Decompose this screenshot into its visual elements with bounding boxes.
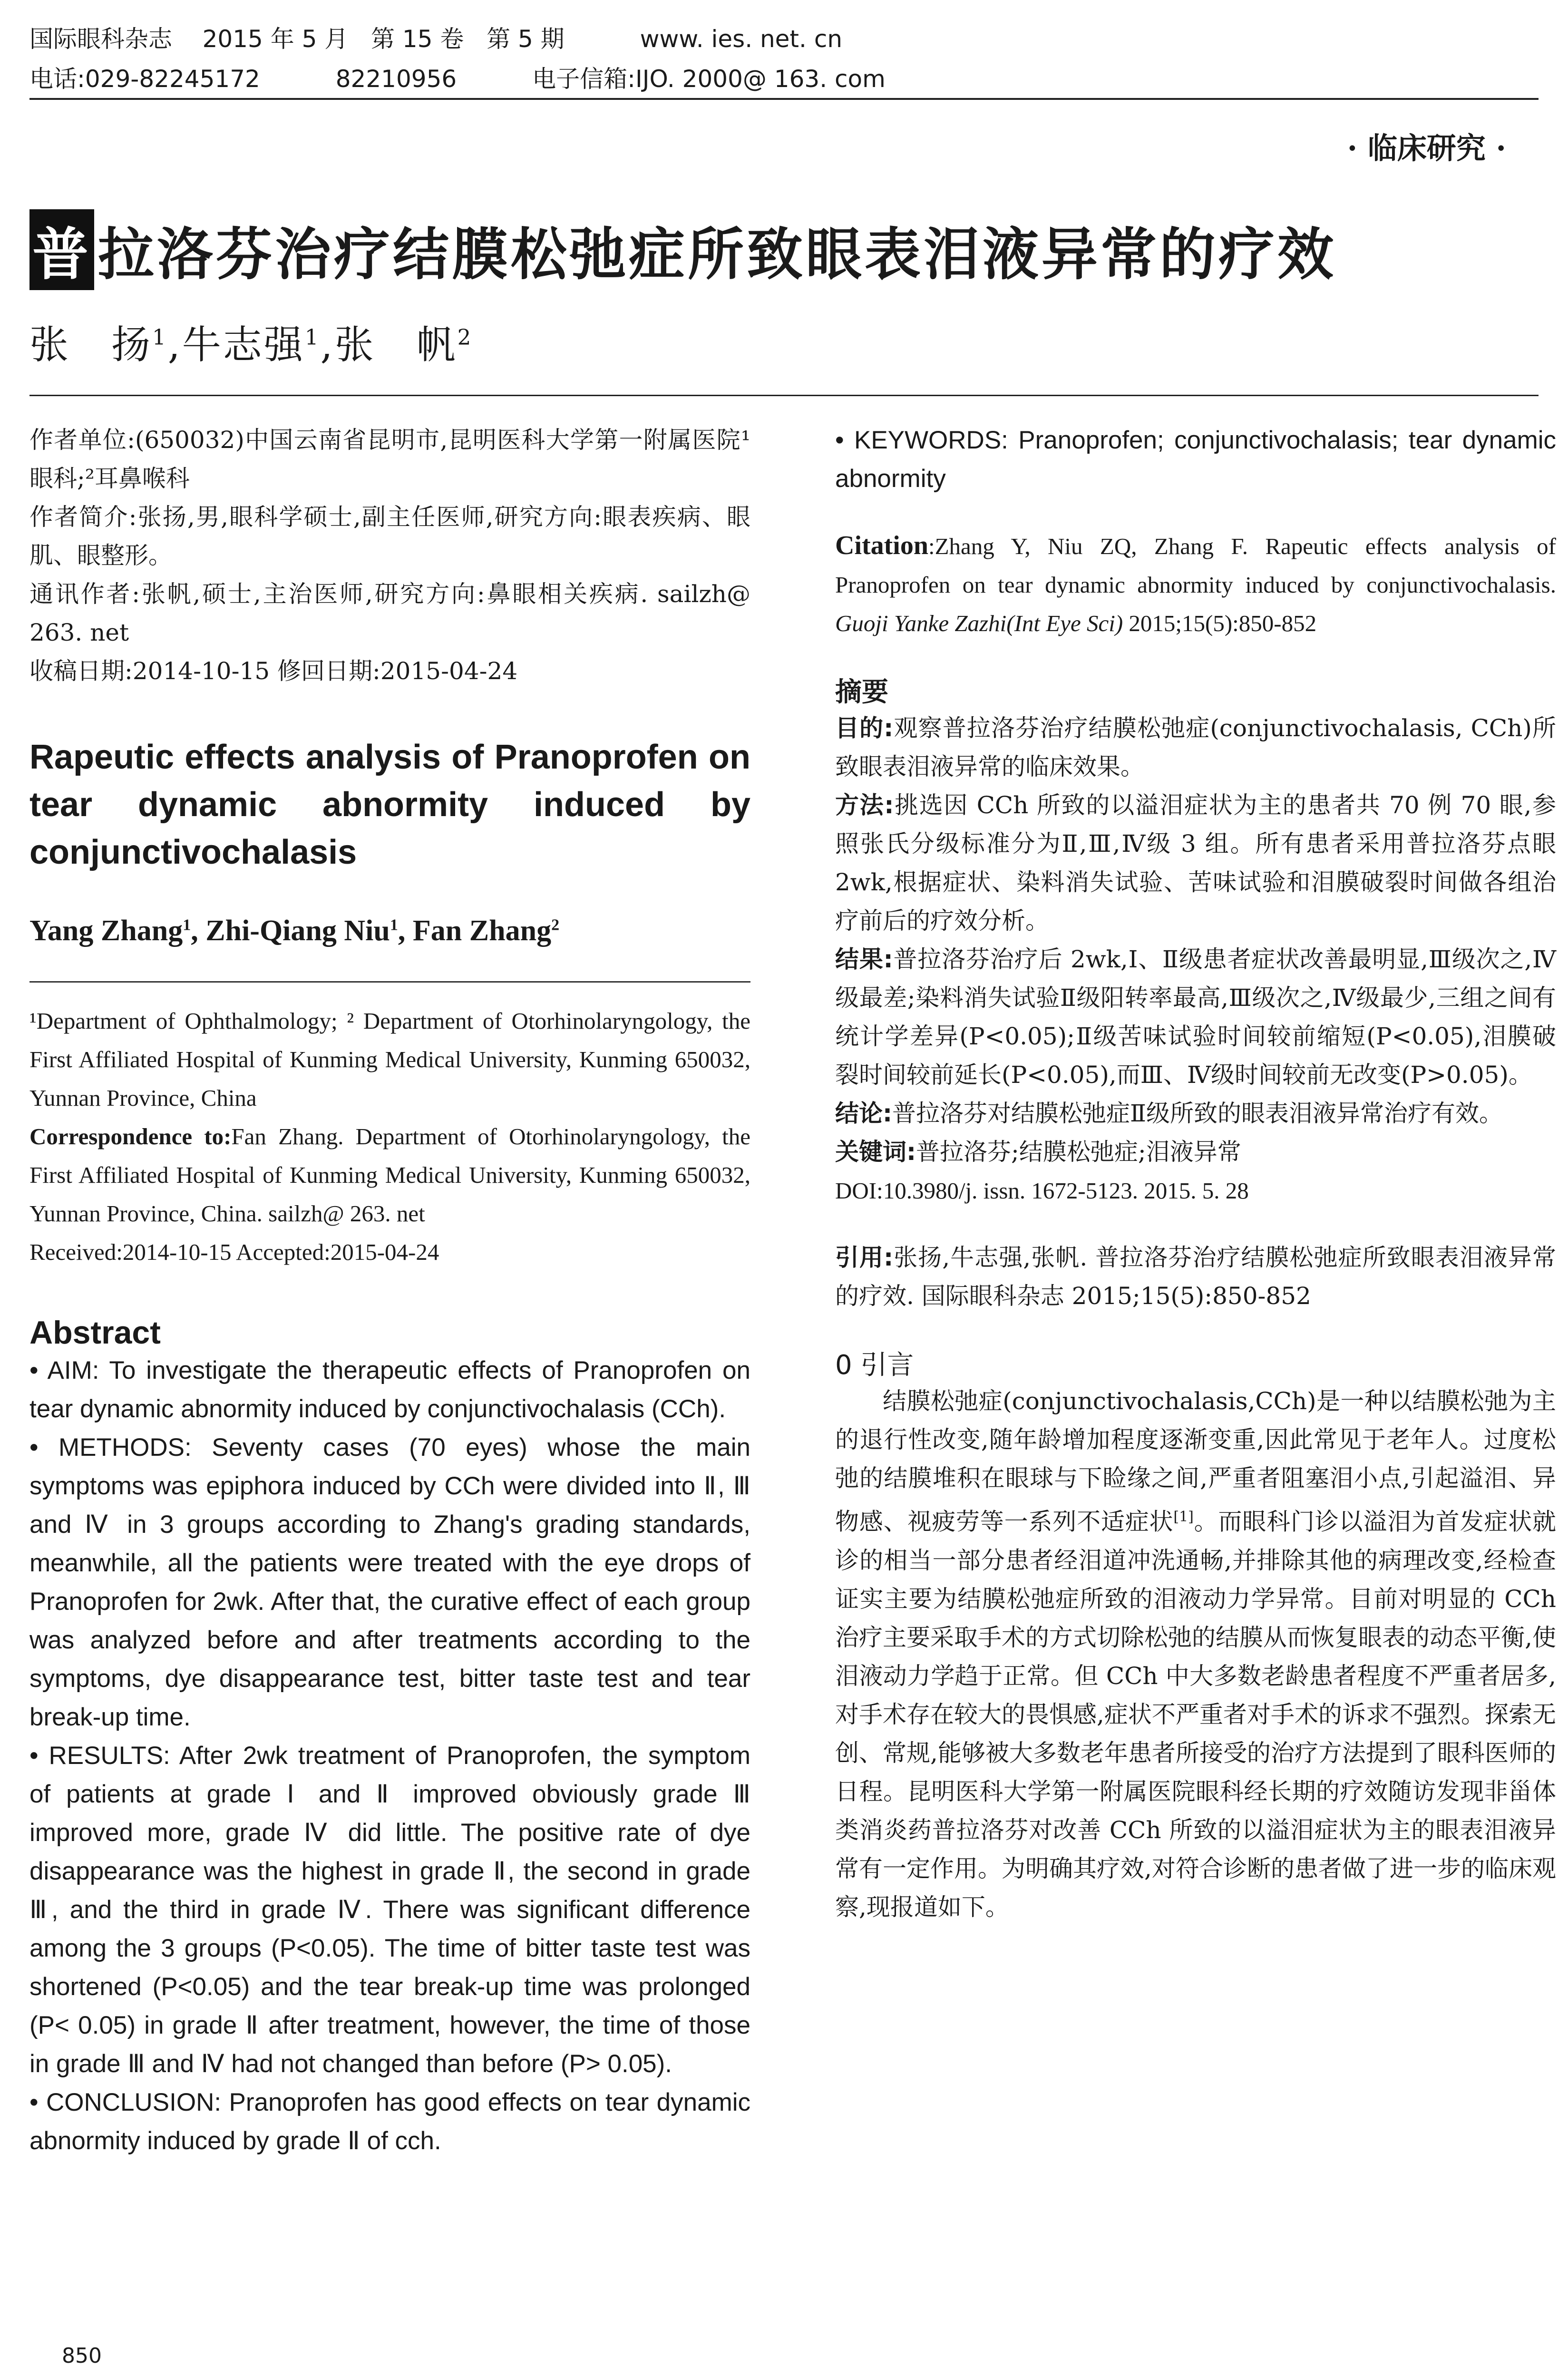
summary-conclusion-cn [835, 1094, 1556, 1133]
citation-cn [835, 1238, 1556, 1315]
title-rule [29, 395, 1539, 396]
author-en-2-sup: 1 [390, 916, 398, 934]
summary-aim-label: 目的: [835, 714, 894, 742]
summary-conclusion-label: 结论: [835, 1100, 892, 1127]
english-title: Rapeutic effects analysis of Pranoprofen on tear dynamic abnormity induced by conjunctivochalasis [29, 738, 750, 871]
dates-cn: 收稿日期:2014-10-15 修回日期:2015-04-24 [29, 657, 518, 685]
left-column [29, 421, 750, 2160]
author-unit: 作者单位:(650032)中国云南省昆明市,昆明医科大学第一附属医院¹眼科;²耳鼻喉科 [29, 426, 750, 492]
correspondence-en [29, 1117, 750, 1233]
page-number: 850 [62, 2344, 102, 2368]
authors-en: Yang Zhang$^1$, Zhi-Qiang Niu$^1$, Fan Zhang$^2$ [29, 915, 560, 947]
abstract-results: • RESULTS: After 2wk treatment of Pranoprofen, the symptom of patients at grade Ⅰ and Ⅱ improved obviously grade Ⅲ improved more, grade Ⅳ did little. The positive rate of dye disappearance was the highest in grade Ⅱ, the second in grade Ⅲ, and the third in grade Ⅳ. There was significant difference among the 3 groups (P<0.05). The time of bitter taste test was shortened (P<0.05) and the tear break-up time was prolonged (P< 0.05) in grade Ⅱ after treatment, however, the time of those in grade Ⅲ and Ⅳ had not changed than before (P> 0.05). [29, 1742, 750, 2078]
doi: DOI:10.3980/j. issn. 1672-5123. 2015. 5. 28 [835, 1178, 1249, 1204]
summary-aim-text: 观察普拉洛芬治疗结膜松弛症(conjunctivochalasis, CCh)所致眼表泪液异常的临床效果。 [835, 714, 1556, 780]
header-rule [29, 98, 1539, 100]
abstract-conclusion: • CONCLUSION: Pranoprofen has good effects on tear dynamic abnormity induced by grade Ⅱ of cch. [29, 2088, 750, 2155]
abstract-methods: • METHODS: Seventy cases (70 eyes) whose the main symptoms was epiphora induced by CCh were divided into Ⅱ, Ⅲ and Ⅳ in 3 groups according to Zhang's grading standards, meanwhile, all the patients were treated with the eye drops of Pranoprofen for 2wk. After that, the curative effect of each group was analyzed before and after treatments according to the symptoms, dye disappearance test, bitter taste test and tear break-up time. [29, 1433, 750, 1731]
authors-cn: 张 扬$^1$,牛志强$^1$,张 帆$^2$ [29, 322, 473, 368]
summary-results-label: 结果: [835, 945, 893, 973]
title-rest: 拉洛芬治疗结膜松弛症所致眼表泪液异常的疗效 [98, 222, 1337, 287]
affiliation-en: ¹Department of Ophthalmology; ² Department of Otorhinolaryngology, the First Affiliated Hospital of Kunming Medical University, Kunming 650032, Yunnan Province, China [29, 1008, 750, 1111]
citation-label: Citation [835, 531, 928, 560]
author-cn-3-sup: 2 [457, 324, 473, 350]
correspondence-label: Correspondence to: [29, 1123, 232, 1150]
author-en-2: Zhi-Qiang Niu [205, 915, 390, 947]
author-cn-2-sup: 1 [304, 324, 321, 350]
citation-journal: Guoji Yanke Zazhi(Int Eye Sci) [835, 610, 1123, 636]
summary-results-cn [835, 940, 1556, 1094]
author-en-3-sup: 2 [551, 916, 560, 934]
citation-en [835, 526, 1556, 643]
intro-text-1: 结膜松弛症(conjunctivochalasis,CCh)是一种以结膜松弛为主的退行性改变,随年龄增加程度逐渐变重,因此常见于老年人。过度松弛的结膜堆积在眼球与下睑缘之间,严重者阻塞泪小点,引起溢泪、异物感、视疲劳等一系列不适症状 [835, 1387, 1556, 1536]
summary-methods-cn [835, 786, 1556, 940]
journal-header-line2: 电话:029-82245172 82210956 电子信箱:IJO. 2000@ 163. com [29, 65, 886, 93]
abstract-aim: • AIM: To investigate the therapeutic effects of Pranoprofen on tear dynamic abnormity induced by conjunctivochalasis (CCh). [29, 1356, 750, 1423]
citation-text: :Zhang Y, Niu ZQ, Zhang F. Rapeutic effects analysis of Pranoprofen on tear dynamic abnormity induced by conjunctivochalasis. [835, 533, 1556, 598]
author-cn-1-sup: 1 [152, 324, 168, 350]
right-column [835, 421, 1556, 1927]
intro-heading: 0 引言 [835, 1350, 914, 1381]
title-first-char: 普 [29, 209, 94, 290]
journal-header-line1: 国际眼科杂志 2015 年 5 月 第 15 卷 第 5 期 www. ies. net. cn [29, 25, 843, 53]
received-en: Received:2014-10-15 Accepted:2015-04-24 [29, 1239, 439, 1265]
citation-cn-label: 引用: [835, 1244, 894, 1271]
citation-cn-text: 张扬,牛志强,张帆. 普拉洛芬治疗结膜松弛症所致眼表泪液异常的疗效. 国际眼科杂志 2015;15(5):850-852 [835, 1244, 1556, 1310]
author-cn-2: 牛志强 [182, 322, 305, 368]
summary-results-text: 普拉洛芬治疗后 2wk,Ⅰ、Ⅱ级患者症状改善最明显,Ⅲ级次之,Ⅳ级最差;染料消失试验Ⅱ级阳转率最高,Ⅲ级次之,Ⅳ级最少,三组之间有统计学差异(P<0.05);Ⅱ级苦味试验时间较前缩短(P<0.05),泪膜破裂时间较前延长(P<0.05),而Ⅲ、Ⅳ级时间较前无改变(P>0.05)。 [835, 945, 1556, 1089]
summary-keywords-cn [835, 1133, 1556, 1171]
summary-conclusion-text: 普拉洛芬对结膜松弛症Ⅱ级所致的眼表泪液异常治疗有效。 [892, 1100, 1503, 1127]
authors-en-rule [29, 948, 750, 983]
abstract-keywords: • KEYWORDS: Pranoprofen; conjunctivochalasis; tear dynamic abnormity [835, 426, 1556, 493]
author-intro: 作者简介:张扬,男,眼科学硕士,副主任医师,研究方向:眼表疾病、眼肌、眼整形。 [29, 503, 750, 569]
intro-text-2: 。而眼科门诊以溢泪为首发症状就诊的相当一部分患者经泪道冲洗通畅,并排除其他的病理改变,经检查证实主要为结膜松弛症所致的泪液动力学异常。目前对明显的 CCh 治疗主要采取手术的方式切除松弛的结膜从而恢复眼表的动态平衡,使泪液动力学趋于正常。但 CCh 中大多数老龄患者程度不严重者居多,对手术存在较大的畏惧感,症状不严重者对手术的诉求不强烈。探索无创、常规,能够被大多数老年患者所接受的治疗方法提到了眼科医师的日程。昆明医科大学第一附属医院眼科经长期的疗效随访发现非甾体类消炎药普拉洛芬对改善 CCh 所致的以溢泪症状为主的眼表泪液异常有一定作用。为明确其疗效,对符合诊断的患者做了进一步的临床观察,现报道如下。 [835, 1508, 1557, 1921]
author-en-1-sup: 1 [183, 916, 191, 934]
section-tag: · 临床研究 · [1347, 131, 1506, 166]
article-title [29, 209, 1336, 290]
intro-ref: [1] [1173, 1509, 1194, 1525]
citation-volume: 2015;15(5):850-852 [1123, 610, 1317, 636]
summary-methods-text: 挑选因 CCh 所致的以溢泪症状为主的患者共 70 例 70 眼,参照张氏分级标准分为Ⅱ,Ⅲ,Ⅳ级 3 组。所有患者采用普拉洛芬点眼 2wk,根据症状、染料消失试验、苦味试验和泪膜破裂时间做各组治疗前后的疗效分析。 [835, 791, 1556, 935]
summary-methods-label: 方法: [835, 791, 894, 819]
summary-aim-cn [835, 709, 1556, 786]
correspondence-text: Fan Zhang. Department of Otorhinolaryngology, the First Affiliated Hospital of Kunming Medical University, Kunming 650032, Yunnan Province, China. sailzh@ 263. net [29, 1123, 750, 1227]
corresponding-author-cn: 通讯作者:张帆,硕士,主治医师,研究方向:鼻眼相关疾病. sailzh@ 263. net [29, 580, 750, 646]
author-en-3: Fan Zhang [412, 915, 552, 947]
intro-paragraph [835, 1382, 1556, 1927]
author-cn-3: 张 帆 [334, 322, 458, 368]
abstract-heading: Abstract [29, 1315, 161, 1351]
summary-keywords-text: 普拉洛芬;结膜松弛症;泪液异常 [916, 1138, 1241, 1166]
summary-heading-cn: 摘要 [835, 677, 888, 708]
summary-keywords-label: 关键词: [835, 1138, 916, 1166]
author-en-1: Yang Zhang [29, 915, 183, 947]
author-cn-1: 张 扬 [29, 322, 153, 368]
